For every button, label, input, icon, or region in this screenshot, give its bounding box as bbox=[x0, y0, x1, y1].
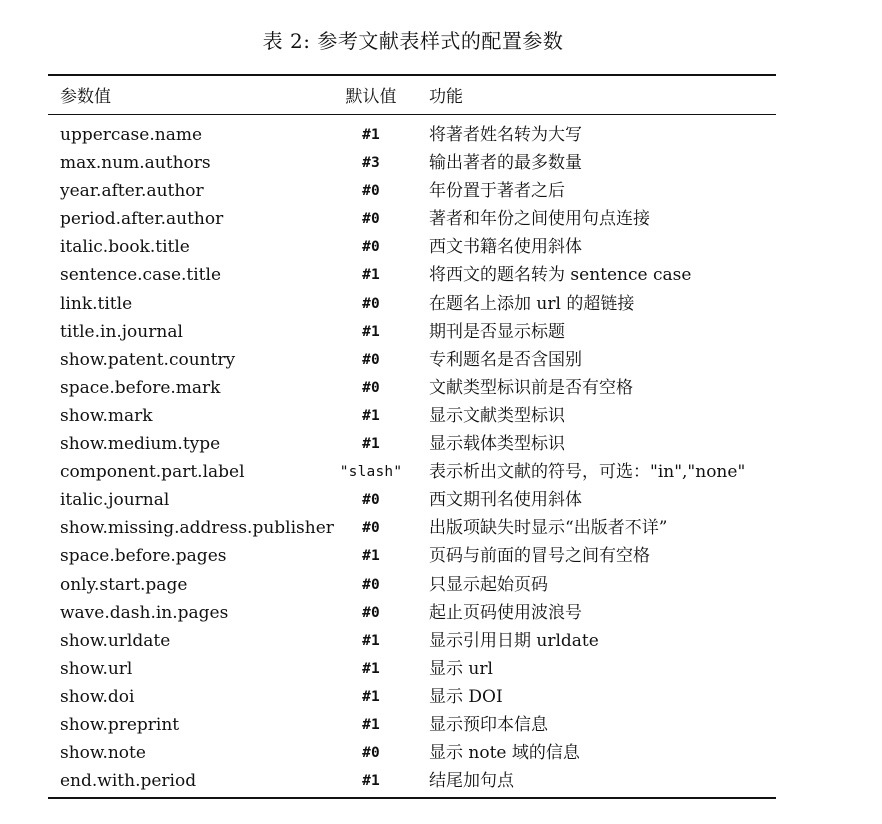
table-row bbox=[0, 318, 882, 346]
param-name: year.after.author bbox=[60, 181, 204, 202]
function-description: 起止页码使用波浪号 bbox=[429, 602, 582, 623]
table-row bbox=[0, 261, 882, 289]
function-description: 在题名上添加 url 的超链接 bbox=[429, 293, 635, 314]
default-value: #0 bbox=[362, 576, 380, 593]
param-name: italic.journal bbox=[60, 490, 170, 511]
param-name: end.with.period bbox=[60, 771, 197, 792]
table-row bbox=[0, 402, 882, 430]
function-description: 显示 DOI bbox=[429, 686, 503, 707]
param-name: period.after.author bbox=[60, 209, 224, 230]
param-name: show.patent.country bbox=[60, 349, 236, 370]
param-name: space.before.mark bbox=[60, 377, 221, 398]
default-value: "slash" bbox=[339, 464, 403, 481]
default-value: #0 bbox=[362, 492, 380, 509]
header-function: 功能 bbox=[429, 87, 463, 107]
param-name: only.start.page bbox=[60, 574, 188, 595]
param-name: show.medium.type bbox=[60, 434, 221, 455]
param-name: space.before.pages bbox=[60, 546, 227, 567]
default-value: #1 bbox=[362, 323, 380, 340]
param-name: sentence.case.title bbox=[60, 265, 222, 286]
function-description: 页码与前面的冒号之间有空格 bbox=[429, 546, 650, 567]
function-description: 著者和年份之间使用句点连接 bbox=[429, 209, 650, 230]
default-value: #0 bbox=[362, 745, 380, 762]
param-name: show.note bbox=[60, 743, 146, 764]
function-description: 将西文的题名转为 sentence case bbox=[429, 265, 692, 286]
default-value: #1 bbox=[362, 127, 380, 143]
default-value: #1 bbox=[362, 267, 380, 284]
default-value: #0 bbox=[362, 183, 380, 200]
table-top-rule bbox=[48, 74, 776, 76]
table-row bbox=[0, 149, 882, 177]
function-description: 只显示起始页码 bbox=[429, 574, 548, 595]
table-header-row bbox=[0, 84, 882, 110]
param-name: show.preprint bbox=[60, 714, 180, 735]
table-header-rule bbox=[48, 114, 776, 115]
table-row bbox=[0, 290, 882, 318]
param-name: link.title bbox=[60, 293, 133, 314]
table-row bbox=[0, 571, 882, 599]
default-value: #1 bbox=[362, 407, 380, 424]
param-name: max.num.authors bbox=[60, 153, 211, 174]
function-description: 西文期刊名使用斜体 bbox=[429, 490, 582, 511]
default-value: #1 bbox=[362, 773, 380, 790]
default-value: #0 bbox=[362, 239, 380, 256]
default-value: #1 bbox=[362, 632, 380, 649]
param-name: show.url bbox=[60, 658, 133, 679]
function-description: 显示引用日期 urldate bbox=[429, 630, 599, 651]
table-row bbox=[0, 486, 882, 514]
param-name: show.urldate bbox=[60, 630, 171, 651]
table-row bbox=[0, 374, 882, 402]
param-name: component.part.label bbox=[60, 462, 245, 483]
table-row bbox=[0, 177, 882, 205]
function-description: 输出著者的最多数量 bbox=[429, 153, 582, 174]
function-description: 出版项缺失时显示“出版者不详” bbox=[429, 518, 668, 539]
default-value: #3 bbox=[362, 155, 380, 172]
default-value: #0 bbox=[362, 211, 380, 228]
table-row bbox=[0, 205, 882, 233]
param-name: show.doi bbox=[60, 686, 135, 707]
table-row bbox=[0, 430, 882, 458]
param-name: wave.dash.in.pages bbox=[60, 602, 229, 623]
function-description: 显示 note 域的信息 bbox=[429, 743, 580, 764]
default-value: #0 bbox=[362, 295, 380, 312]
table-row bbox=[0, 346, 882, 374]
table-row bbox=[0, 767, 882, 795]
function-description: 显示预印本信息 bbox=[429, 714, 548, 735]
table-row bbox=[0, 655, 882, 683]
function-description: 文献类型标识前是否有空格 bbox=[429, 377, 633, 398]
table-caption: 表 2: 参考文献表样式的配置参数 bbox=[262, 29, 564, 53]
function-description: 专利题名是否含国别 bbox=[429, 349, 582, 370]
default-value: #0 bbox=[362, 604, 380, 621]
header-param: 参数值 bbox=[60, 87, 111, 107]
function-description: 显示文献类型标识 bbox=[429, 405, 565, 426]
function-description: 显示 url bbox=[429, 658, 493, 679]
param-name: show.mark bbox=[60, 405, 153, 426]
table-body bbox=[0, 121, 882, 795]
default-value: #1 bbox=[362, 716, 380, 733]
table-row bbox=[0, 627, 882, 655]
default-value: #0 bbox=[362, 520, 380, 537]
default-value: #1 bbox=[362, 660, 380, 677]
table-row bbox=[0, 121, 882, 149]
default-value: #1 bbox=[362, 548, 380, 565]
table-row bbox=[0, 514, 882, 542]
param-name: title.in.journal bbox=[60, 321, 183, 342]
header-default: 默认值 bbox=[345, 87, 397, 107]
table-row bbox=[0, 458, 882, 486]
param-name: uppercase.name bbox=[60, 125, 203, 145]
default-value: #0 bbox=[362, 351, 380, 368]
function-description: 期刊是否显示标题 bbox=[429, 321, 565, 342]
function-description: 显示载体类型标识 bbox=[429, 434, 565, 455]
table-bottom-rule bbox=[48, 797, 776, 799]
default-value: #0 bbox=[362, 379, 380, 396]
default-value: #1 bbox=[362, 436, 380, 453]
function-description: 将著者姓名转为大写 bbox=[429, 125, 582, 145]
function-description: 表示析出文献的符号，可选："in","none" bbox=[429, 462, 746, 483]
default-value: #1 bbox=[362, 688, 380, 705]
table-row bbox=[0, 542, 882, 570]
function-description: 结尾加句点 bbox=[429, 771, 514, 792]
param-name: italic.book.title bbox=[60, 237, 190, 258]
param-name: show.missing.address.publisher bbox=[60, 518, 334, 539]
table-row bbox=[0, 599, 882, 627]
function-description: 西文书籍名使用斜体 bbox=[429, 237, 582, 258]
table-row bbox=[0, 233, 882, 261]
table-row bbox=[0, 683, 882, 711]
table-row bbox=[0, 711, 882, 739]
function-description: 年份置于著者之后 bbox=[429, 181, 565, 202]
table-row bbox=[0, 739, 882, 767]
